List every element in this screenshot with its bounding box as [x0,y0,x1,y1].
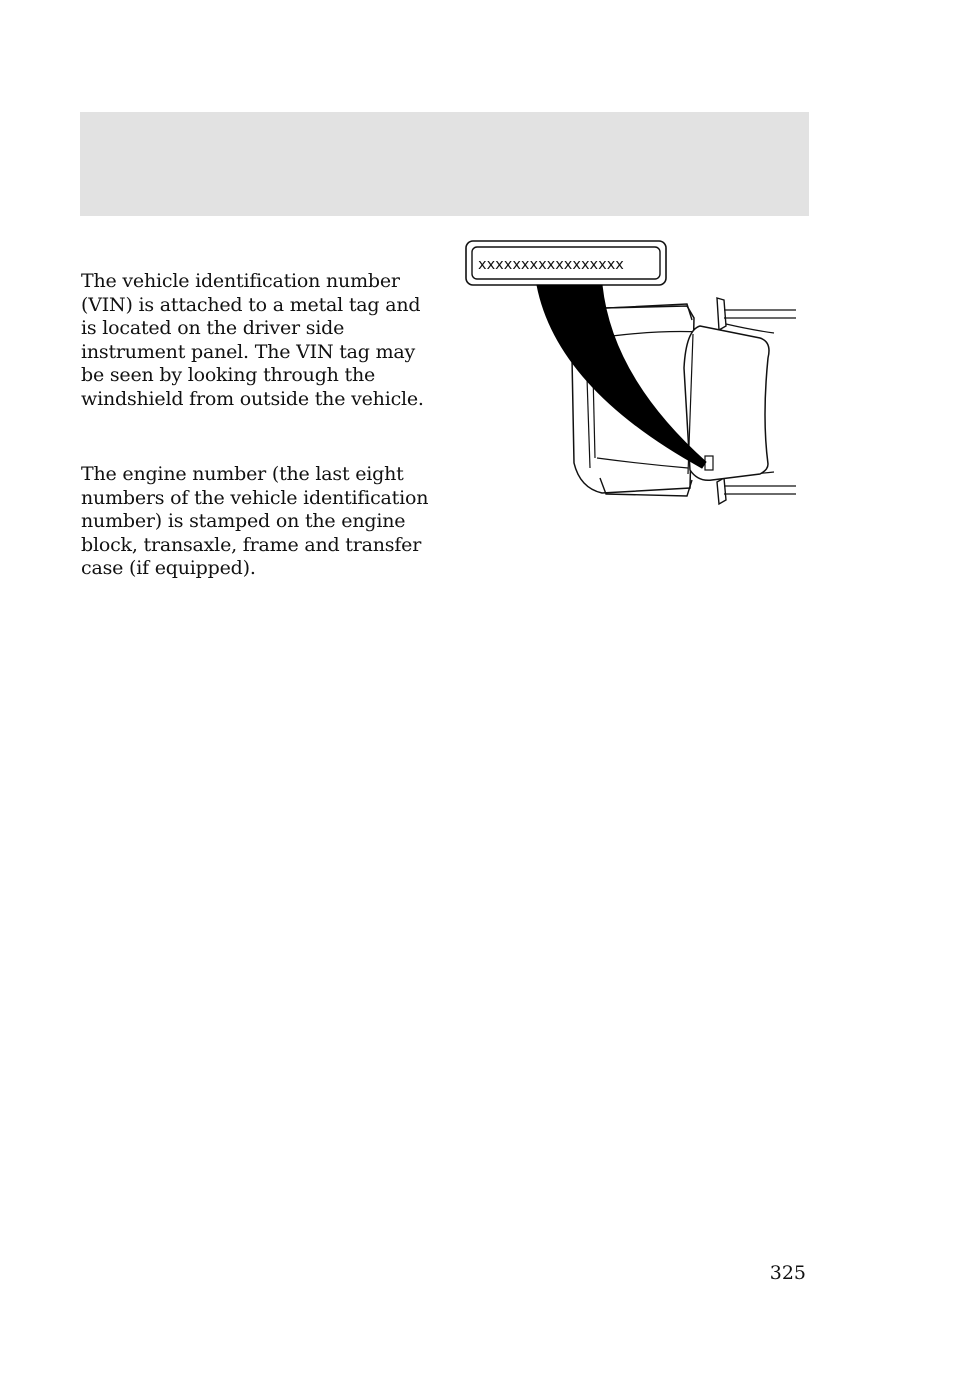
vin-location-text: The vehicle identification number (VIN) is attached to a metal tag and is located on the driver side instrument panel. The VIN tag may be seen by looking through the windshield from outside the vehicle. [81,270,424,410]
vin-tag-label: xxxxxxxxxxxxxxxxx [478,257,624,273]
page-number: 325 [769,1262,806,1284]
vin-location-illustration-icon [462,238,802,508]
vin-location-paragraph [81,270,441,411]
engine-number-paragraph [81,463,441,581]
section-header-band [80,112,809,216]
engine-number-text: The engine number (the last eight numbers of the vehicle identification number) is stamped on the engine block, transaxle, frame and transfer case (if equipped). [81,463,429,579]
vin-location-figure [462,238,802,508]
